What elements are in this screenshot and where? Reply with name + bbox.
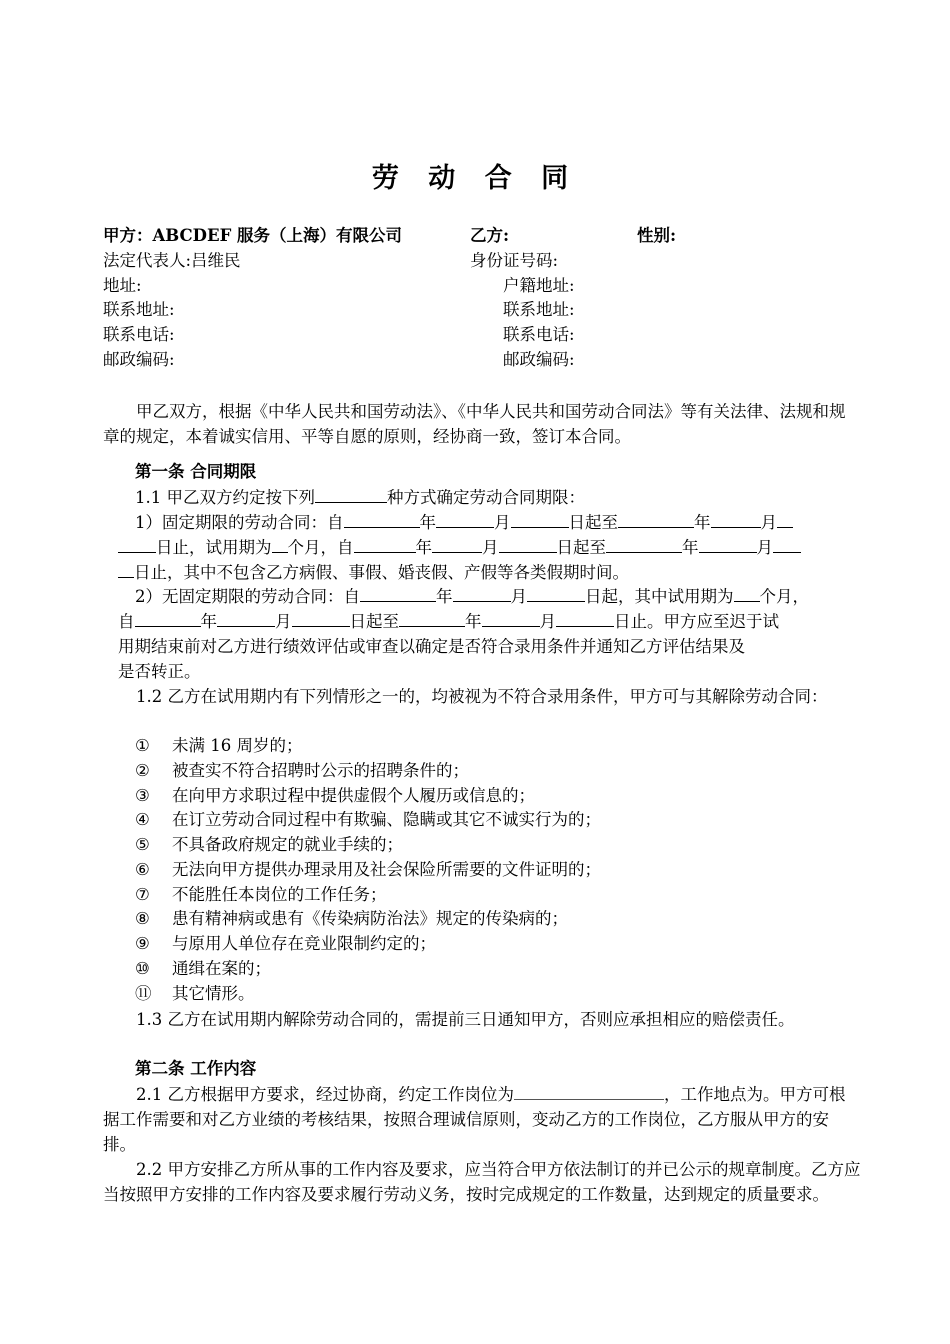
blank-open-probation-start-year[interactable] [135, 609, 201, 627]
clause-open-term: 2）无固定期限的劳动合同：自 年 月 日起，其中试用期为 个月， 自 年 月 日起至 年 月 日止。甲方应至迟于试 用期结束前对乙方进行绩效评估或审查以确定是否符合录用条件并通知乙方评估结果及 是否转正。 [118, 584, 863, 684]
party-b-name: 乙方: [470, 226, 510, 245]
blank-open-start-year[interactable] [360, 584, 436, 602]
blank-probation-start-year[interactable] [354, 535, 416, 553]
clause-1-1: 1.1 甲乙双方约定按下列 种方式确定劳动合同期限： [135, 485, 585, 510]
article1-heading: 第一条 合同期限 [135, 462, 257, 481]
party-a-postcode: 邮政编码: [103, 350, 175, 369]
preamble: 甲乙双方，根据《中华人民共和国劳动法》、《中华人民共和国劳动合同法》等有关法律、法规和规章的规定，本着诚实信用、平等自愿的原则，经协商一致，签订本合同。 [103, 402, 846, 446]
blank-fixed-start-year[interactable] [344, 510, 420, 528]
blank-method[interactable] [315, 485, 387, 503]
blank-probation-start-day[interactable] [499, 535, 557, 553]
blank-open-start-day[interactable] [527, 584, 585, 602]
blank-probation-months[interactable] [272, 535, 288, 553]
party-b-household-address: 户籍地址: [503, 276, 575, 295]
party-b-contact-phone: 联系电话: [503, 325, 575, 344]
party-a-contact-address: 联系地址: [103, 300, 175, 319]
blank-probation-end-day-b[interactable] [118, 560, 134, 578]
party-a-address: 地址: [103, 276, 142, 295]
blank-fixed-end-day-b[interactable] [118, 535, 156, 553]
party-b-contact-address: 联系地址: [503, 300, 575, 319]
blank-fixed-end-day-a[interactable] [777, 510, 793, 528]
clause-fixed-term: 1）固定期限的劳动合同：自 年 月 日起至 年 月 日止，试用期为 个月，自 年 月 日起至 年 月 日止，其中不包含乙方病假、事假、婚丧假、产假等各类假期时间。 [103, 510, 861, 585]
blank-open-start-month[interactable] [453, 584, 511, 602]
party-a-legal-rep: 法定代表人:吕维民 [103, 251, 241, 270]
blank-open-probation-months[interactable] [734, 584, 760, 602]
blank-probation-end-day-a[interactable] [773, 535, 801, 553]
blank-fixed-end-month[interactable] [711, 510, 761, 528]
blank-open-probation-end-month[interactable] [482, 609, 540, 627]
blank-probation-end-month[interactable] [699, 535, 757, 553]
blank-job-position[interactable] [514, 1082, 664, 1100]
clause-2-1: 2.1 乙方根据甲方要求，经过协商，约定工作岗位为 ，工作地点为。甲方可根据工作需要和对乙方业绩的考核结果，按照合理诚信原则，变动乙方的工作岗位，乙方服从甲方的安排。 [103, 1082, 861, 1157]
party-a-name: 甲方：ABCDEF 服务（上海）有限公司 [103, 226, 403, 245]
contract-page: 劳 动 合 同 甲方：ABCDEF 服务（上海）有限公司 乙方: 性别: 法定代表人:吕维民 身份证号码: 地址: 户籍地址: 联系地址: 联系地址: 联系电话: 联系电话: 邮政编码: 邮政编码: 甲乙双方，根据《中华人民共和国劳动法》、《中华人民共和国劳动合同法》等有关法律、法规和规章的规定，本着诚实信用、平等自愿的原则，经协商一致，签订本合同。 第一条 合同期限 1.1 甲乙双方约定按下列 种方式确定劳动合同期限： 1）固定期限的劳动合同：自 年 月 日起至 年 月 日止，试用期为 个月，自 年 月 日起至 年 月 日止，其中不包含乙方病假、事假、婚丧假、产假等各类假期时间。 2）无固定期限的劳动合同：自 年 月 日起，其中试用期为 个月， 自 年 月 日起至 年 月 日止。甲方应至迟于试 用期结束前对乙方进行绩效评估或审查以确定是否符合录用条件并通知乙方评估结果及 是否转正。 1.2 乙方在试用期内有下列情形之一的，均被视为不符合录用条件，甲方可与其解除劳动合同： ① 未满 16 周岁的； ② 被查实不符合招聘时公示的招聘条件的； ③ 在向甲方求职过程中提供虚假个人履历或信息的； ④ 在订立劳动合同过程中有欺骗、隐瞒或其它不诚实行为的； ⑤ 不具备政府规定的就业手续的； ⑥ 无法向甲方提供办理录用及社会保险所需要的文件证明的； ⑦ 不能胜任本岗位的工作任务； ⑧ 患有精神病或患有《传染病防治法》规定的传染病的； ⑨ 与原用人单位存在竞业限制约定的； ⑩ 通缉在案的； ⑪ 其它情形。 1.3 乙方在试用期内解除劳动合同的，需提前三日通知甲方，否则应承担相应的赔偿责任。 第二条 工作内容 2.1 乙方根据甲方要求，经过协商，约定工作岗位为 ，工作地点为。甲方可根据工作需要和对乙方业绩的考核结果，按照合理诚信原则，变动乙方的工作岗位，乙方服从甲方的安排。 2.2 甲方安排乙方所从事的工作内容及要求，应当符合甲方依法制订的并已公示的规章制度。乙方应当按照甲方安排的工作内容及要求履行劳动义务，按时完成规定的工作数量，达到规定的质量要求。 [0, 0, 950, 1344]
blank-fixed-start-month[interactable] [436, 510, 494, 528]
clause-1-2: 1.2 乙方在试用期内有下列情形之一的，均被视为不符合录用条件，甲方可与其解除劳动合同： [136, 687, 828, 706]
party-a-contact-phone: 联系电话: [103, 325, 175, 344]
blank-probation-end-year[interactable] [606, 535, 682, 553]
article2-heading: 第二条 工作内容 [135, 1059, 257, 1078]
blank-open-probation-end-year[interactable] [399, 609, 465, 627]
clause-1-3: 1.3 乙方在试用期内解除劳动合同的，需提前三日通知甲方，否则应承担相应的赔偿责任。 [136, 1010, 795, 1029]
clause-2-2: 2.2 甲方安排乙方所从事的工作内容及要求，应当符合甲方依法制订的并已公示的规章制度。乙方应当按照甲方安排的工作内容及要求履行劳动义务，按时完成规定的工作数量，达到规定的质量要求。 [103, 1160, 861, 1204]
blank-fixed-start-day[interactable] [511, 510, 569, 528]
blank-open-probation-end-day[interactable] [556, 609, 614, 627]
document-title: 劳 动 合 同 [371, 163, 579, 194]
blank-fixed-end-year[interactable] [618, 510, 694, 528]
party-b-postcode: 邮政编码: [503, 350, 575, 369]
blank-open-probation-start-day[interactable] [292, 609, 350, 627]
blank-open-probation-start-month[interactable] [217, 609, 275, 627]
party-b-gender: 性别: [637, 226, 677, 245]
blank-probation-start-month[interactable] [432, 535, 482, 553]
party-b-id-number: 身份证号码: [470, 251, 559, 270]
